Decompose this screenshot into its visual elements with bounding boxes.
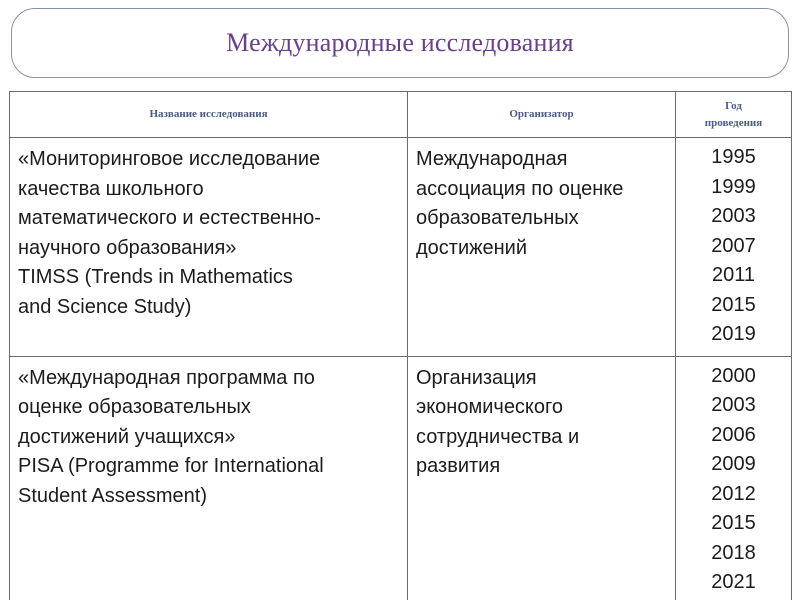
header-study-name-label: Название исследования (149, 108, 268, 120)
study-name-line: Student Assessment) (18, 484, 207, 507)
year-value: 2015 (711, 293, 756, 316)
research-table (9, 91, 792, 600)
cell-study-name (10, 138, 408, 357)
study-name-line: TIMSS (Trends in Mathematics (18, 266, 293, 288)
organizer-line: Организация (416, 366, 537, 389)
organizer-line: Международная (416, 148, 568, 170)
year-value: 2007 (711, 234, 756, 257)
organizer-line: сотрудничества и (416, 425, 580, 448)
year-value: 2012 (711, 482, 756, 505)
year-value: 2018 (711, 541, 756, 564)
organizer-line: образовательных (416, 207, 579, 229)
study-name-line: математического и естественно- (18, 207, 321, 229)
header-organizer (408, 92, 676, 138)
organizer-line: экономического (416, 396, 564, 418)
header-year-label-line2: проведения (704, 116, 763, 129)
header-year (676, 92, 792, 138)
year-value: 1999 (711, 175, 756, 198)
year-value: 2009 (711, 453, 756, 475)
year-value: 2015 (711, 512, 756, 534)
year-value: 2006 (711, 423, 756, 446)
title-banner (11, 8, 789, 78)
study-name-line: PISA (Programme for International (18, 455, 324, 477)
organizer-line: развития (416, 455, 501, 477)
table-row-pisa (10, 356, 792, 600)
cell-years (676, 138, 792, 357)
cell-study-name (10, 356, 408, 600)
table-header-row (10, 92, 792, 138)
study-name-line: «Мониторинговое исследование (18, 148, 321, 170)
cell-organizer (408, 138, 676, 357)
cell-organizer (408, 356, 676, 600)
organizer-line: достижений (416, 236, 528, 259)
year-value: 2019 (711, 323, 756, 345)
page-title: Международные исследования (226, 28, 574, 57)
table-row-timss (10, 138, 792, 357)
header-study-name (10, 92, 408, 138)
year-value: 2021 (711, 571, 756, 593)
study-name-line: and Science Study) (18, 295, 192, 318)
organizer-line: ассоциация по оценке (416, 177, 624, 200)
study-name-line: «Международная программа по (18, 366, 315, 389)
study-name-line: оценке образовательных (18, 396, 251, 418)
header-organizer-label: Организатор (509, 108, 574, 120)
year-value: 2000 (711, 364, 756, 387)
year-value: 1995 (711, 146, 756, 168)
year-value: 2003 (711, 394, 756, 416)
cell-years (676, 356, 792, 600)
header-year-label-line1: Год (725, 99, 742, 112)
study-name-line: достижений учащихся» (18, 425, 236, 448)
study-name-line: качества школьного (18, 177, 204, 200)
study-name-line: научного образования» (18, 236, 237, 259)
year-value: 2003 (711, 205, 756, 227)
year-value: 2011 (711, 264, 755, 286)
